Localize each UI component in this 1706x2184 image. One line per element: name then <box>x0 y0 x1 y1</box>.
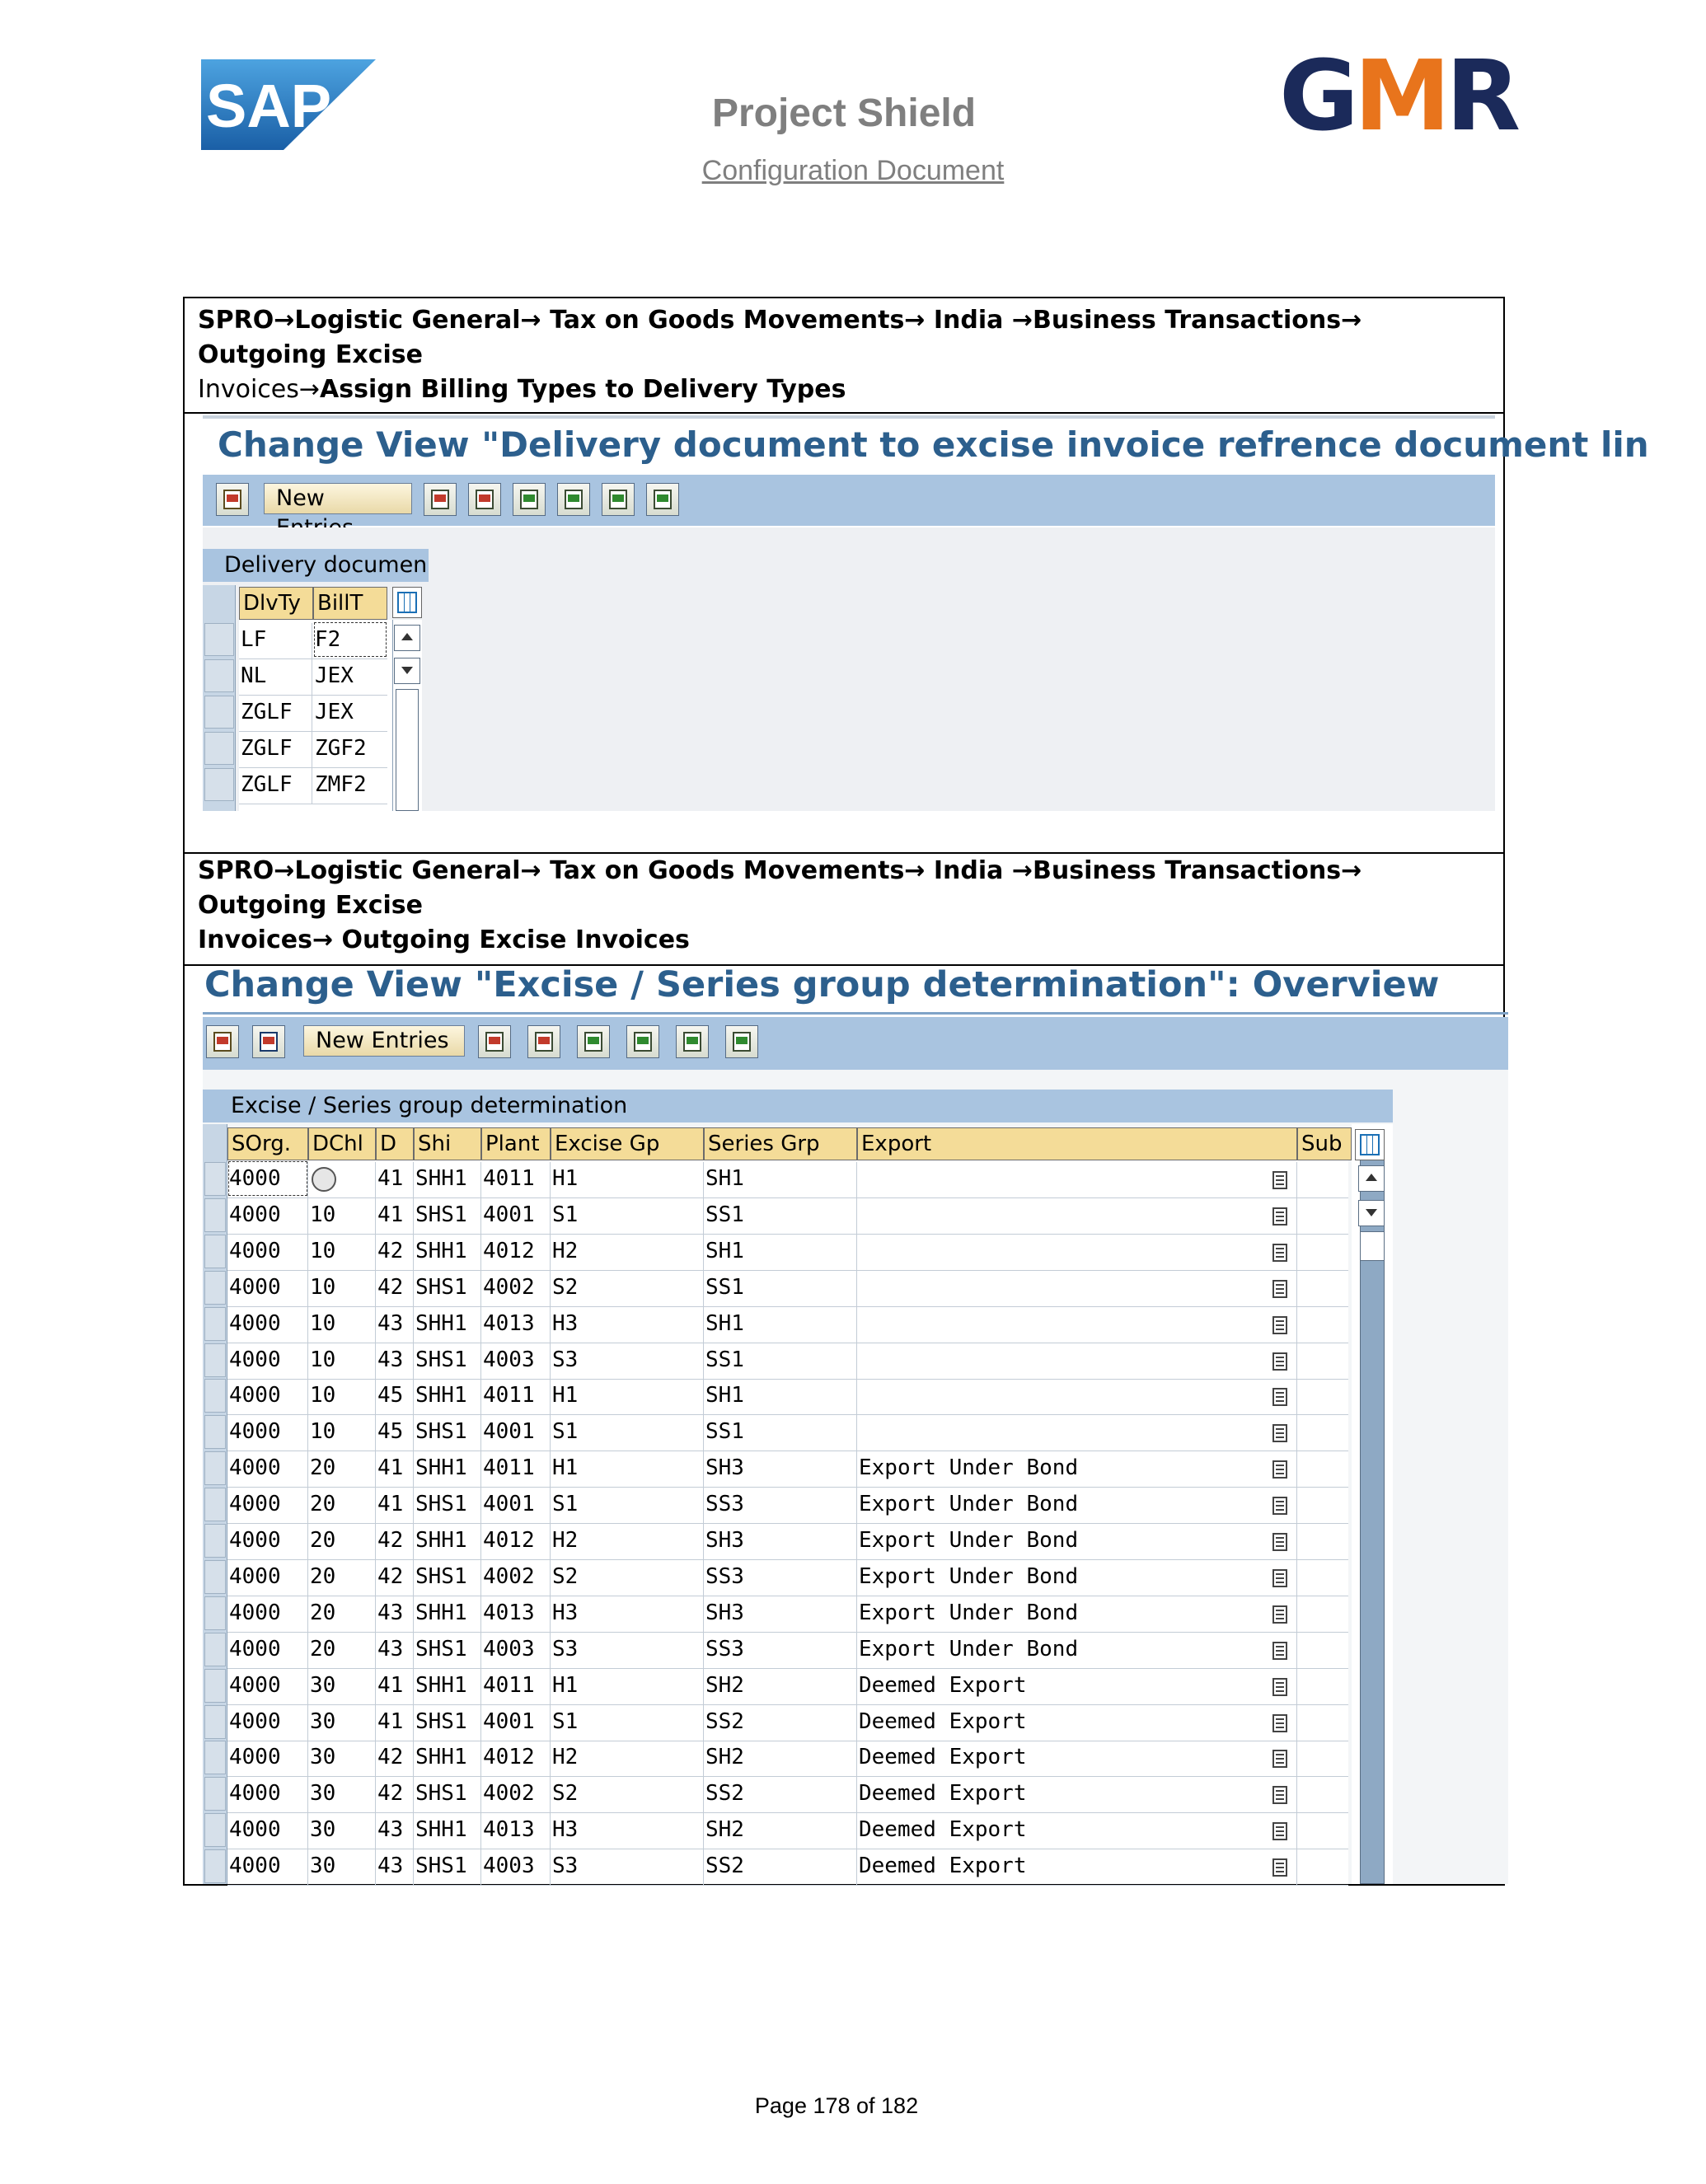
sales-org-cell[interactable]: 4000 <box>229 1275 281 1300</box>
distribution-channel-cell[interactable]: 30 <box>310 1854 336 1878</box>
excise-group-cell[interactable]: H3 <box>552 1311 579 1336</box>
export-dropdown-icon[interactable] <box>1272 1460 1287 1479</box>
delivery-type-cell[interactable]: ZGLF <box>241 700 293 724</box>
column-header-billt[interactable]: BillT <box>313 587 387 620</box>
export-dropdown-icon[interactable] <box>1272 1642 1287 1660</box>
division-cell[interactable]: 42 <box>377 1275 404 1300</box>
export-dropdown-icon[interactable] <box>1272 1678 1287 1696</box>
plant-cell[interactable]: 4013 <box>483 1817 535 1842</box>
delivery-type-cell[interactable]: ZGLF <box>241 736 293 761</box>
distribution-channel-cell[interactable]: 30 <box>310 1745 336 1769</box>
grid-title-2: Excise / Series group determination <box>203 1090 1393 1122</box>
sales-org-cell[interactable]: 4000 <box>229 1817 281 1842</box>
billing-type-cell[interactable]: F2 <box>315 623 386 656</box>
division-cell[interactable]: 42 <box>377 1239 404 1263</box>
sap-logo-text: SAP <box>206 72 332 140</box>
select-block-icon[interactable] <box>676 1025 709 1058</box>
distribution-channel-cell[interactable]: 10 <box>310 1419 336 1444</box>
sales-org-cell[interactable]: 4000 <box>229 1162 307 1195</box>
shipping-point-cell[interactable]: SHH1 <box>415 1166 467 1191</box>
export-dropdown-icon[interactable] <box>1272 1822 1287 1840</box>
document-subtitle: Configuration Document <box>701 155 1005 186</box>
grid-title-1: Delivery documen <box>203 549 429 582</box>
sales-org-cell[interactable]: 4000 <box>229 1492 281 1516</box>
row-selector[interactable] <box>204 1235 226 1268</box>
column-header-excise-group[interactable]: Excise Gp <box>551 1127 704 1160</box>
division-cell[interactable]: 42 <box>377 1745 404 1769</box>
column-header-plant[interactable]: Plant <box>481 1127 551 1160</box>
distribution-channel-cell[interactable]: 30 <box>310 1709 336 1734</box>
division-cell[interactable]: 45 <box>377 1419 404 1444</box>
row-selector[interactable] <box>204 1307 226 1341</box>
export-type-cell[interactable]: Export Under Bond <box>859 1637 1079 1661</box>
shipping-point-cell[interactable]: SHS1 <box>415 1202 467 1227</box>
sales-org-cell[interactable]: 4000 <box>229 1564 281 1589</box>
sales-org-cell[interactable]: 4000 <box>229 1202 281 1227</box>
row-selector[interactable] <box>204 1777 226 1811</box>
row-selector[interactable] <box>204 768 234 801</box>
row-selector[interactable] <box>204 1596 226 1630</box>
sales-org-cell[interactable]: 4000 <box>229 1854 281 1878</box>
menu-path-2 <box>198 854 1483 958</box>
plant-cell[interactable]: 4001 <box>483 1202 535 1227</box>
plant-cell[interactable]: 4002 <box>483 1781 535 1806</box>
shipping-point-cell[interactable]: SHS1 <box>415 1637 467 1661</box>
division-cell[interactable]: 43 <box>377 1347 404 1372</box>
series-group-cell[interactable]: SS3 <box>705 1564 744 1589</box>
distribution-channel-cell[interactable]: 20 <box>310 1637 336 1661</box>
row-selector[interactable] <box>204 696 234 729</box>
menu-path-1-line1: SPRO→Logistic General→ Tax on Goods Movements→ India →Business Transactions→ Outgoing Excise <box>198 306 1362 369</box>
export-type-cell[interactable]: Deemed Export <box>859 1854 1027 1878</box>
division-cell[interactable]: 41 <box>377 1492 404 1516</box>
column-header-series-group[interactable]: Series Grp <box>704 1127 857 1160</box>
menu-path-2-line2: Invoices→ Outgoing Excise Invoices <box>198 926 690 954</box>
scroll-down-icon[interactable] <box>1358 1200 1385 1226</box>
column-header-division[interactable]: D <box>376 1127 414 1160</box>
shipping-point-cell[interactable]: SHS1 <box>415 1419 467 1444</box>
delivery-type-cell[interactable]: NL <box>241 663 267 688</box>
row-selector[interactable] <box>204 1198 226 1232</box>
series-group-cell[interactable]: SH1 <box>705 1239 744 1263</box>
column-header-sales-org[interactable]: SOrg. <box>227 1127 308 1160</box>
distribution-channel-cell[interactable]: 10 <box>310 1347 336 1372</box>
export-dropdown-icon[interactable] <box>1272 1605 1287 1624</box>
menu-path-1 <box>198 303 1483 407</box>
plant-cell[interactable]: 4011 <box>483 1166 535 1191</box>
delete-icon[interactable] <box>527 1025 560 1058</box>
distribution-channel-cell[interactable]: 30 <box>310 1817 336 1842</box>
gmr-logo-text: GMR <box>1279 39 1516 152</box>
export-type-cell[interactable]: Deemed Export <box>859 1673 1027 1698</box>
export-dropdown-icon[interactable] <box>1272 1352 1287 1371</box>
value-help-icon[interactable] <box>312 1167 336 1192</box>
scroll-up-icon[interactable] <box>394 625 420 651</box>
billing-type-cell[interactable]: JEX <box>315 700 354 724</box>
shipping-point-cell[interactable]: SHH1 <box>415 1239 467 1263</box>
excise-group-cell[interactable]: S3 <box>552 1854 579 1878</box>
scroll-thumb[interactable] <box>396 689 419 811</box>
export-dropdown-icon[interactable] <box>1272 1207 1287 1226</box>
sales-org-cell[interactable]: 4000 <box>229 1673 281 1698</box>
division-cell[interactable]: 43 <box>377 1637 404 1661</box>
undo-change-icon[interactable] <box>513 483 546 516</box>
shipping-point-cell[interactable]: SHH1 <box>415 1383 467 1408</box>
row-selector[interactable] <box>204 1524 226 1558</box>
plant-cell[interactable]: 4001 <box>483 1419 535 1444</box>
row-selector[interactable] <box>204 1741 226 1774</box>
distribution-channel-cell[interactable]: 10 <box>310 1311 336 1336</box>
copy-as-icon[interactable] <box>478 1025 511 1058</box>
sales-org-cell[interactable]: 4000 <box>229 1528 281 1553</box>
row-selector[interactable] <box>204 659 234 692</box>
select-block-icon[interactable] <box>602 483 635 516</box>
table-settings-icon[interactable] <box>392 587 422 618</box>
series-group-cell[interactable]: SH1 <box>705 1311 744 1336</box>
export-dropdown-icon[interactable] <box>1272 1388 1287 1406</box>
shipping-point-cell[interactable]: SHH1 <box>415 1673 467 1698</box>
distribution-channel-cell[interactable]: 10 <box>310 1275 336 1300</box>
export-dropdown-icon[interactable] <box>1272 1424 1287 1442</box>
distribution-channel-cell[interactable]: 20 <box>310 1564 336 1589</box>
excise-group-cell[interactable]: S2 <box>552 1564 579 1589</box>
column-header-shipping-point[interactable]: Shi <box>414 1127 481 1160</box>
screen-title-2: Change View "Excise / Series group determination": Overview <box>204 964 1440 1005</box>
export-type-cell[interactable]: Deemed Export <box>859 1817 1027 1842</box>
select-all-icon[interactable] <box>626 1025 659 1058</box>
series-group-cell[interactable]: SS3 <box>705 1637 744 1661</box>
row-selector[interactable] <box>204 1560 226 1594</box>
plant-cell[interactable]: 4013 <box>483 1601 535 1625</box>
series-group-cell[interactable]: SS2 <box>705 1854 744 1878</box>
distribution-channel-cell[interactable]: 10 <box>310 1239 336 1263</box>
excise-group-cell[interactable]: S3 <box>552 1637 579 1661</box>
division-cell[interactable]: 42 <box>377 1564 404 1589</box>
export-type-cell[interactable]: Deemed Export <box>859 1781 1027 1806</box>
sales-org-cell[interactable]: 4000 <box>229 1419 281 1444</box>
delivery-type-cell[interactable]: ZGLF <box>241 772 293 797</box>
export-dropdown-icon[interactable] <box>1272 1533 1287 1551</box>
shipping-point-cell[interactable]: SHH1 <box>415 1817 467 1842</box>
column-header-dlvty[interactable]: DlvTy <box>239 587 313 620</box>
excise-group-cell[interactable]: S1 <box>552 1202 579 1227</box>
page-number: Page 178 of 182 <box>754 2093 919 2118</box>
distribution-channel-cell[interactable]: 20 <box>310 1492 336 1516</box>
excise-group-cell[interactable]: H3 <box>552 1817 579 1842</box>
division-cell[interactable]: 43 <box>377 1311 404 1336</box>
plant-cell[interactable]: 4012 <box>483 1239 535 1263</box>
row-selector[interactable] <box>204 1633 226 1666</box>
row-selector[interactable] <box>204 1451 226 1485</box>
row-selector[interactable] <box>204 1813 226 1847</box>
series-group-cell[interactable]: SH2 <box>705 1817 744 1842</box>
excise-group-cell[interactable]: H1 <box>552 1673 579 1698</box>
export-dropdown-icon[interactable] <box>1272 1497 1287 1515</box>
division-cell[interactable]: 41 <box>377 1709 404 1734</box>
table-settings-icon[interactable] <box>1355 1129 1385 1160</box>
export-dropdown-icon[interactable] <box>1272 1714 1287 1732</box>
details-icon[interactable] <box>252 1025 285 1058</box>
sales-org-cell[interactable]: 4000 <box>229 1383 281 1408</box>
screen-title-rule <box>203 1012 1508 1015</box>
row-selector[interactable] <box>204 1343 226 1377</box>
series-group-cell[interactable]: SS1 <box>705 1275 744 1300</box>
plant-cell[interactable]: 4003 <box>483 1347 535 1372</box>
export-dropdown-icon[interactable] <box>1272 1280 1287 1298</box>
excise-group-cell[interactable]: S1 <box>552 1419 579 1444</box>
shipping-point-cell[interactable]: SHH1 <box>415 1601 467 1625</box>
plant-cell[interactable]: 4002 <box>483 1275 535 1300</box>
series-group-cell[interactable]: SS3 <box>705 1492 744 1516</box>
sales-org-cell[interactable]: 4000 <box>229 1311 281 1336</box>
row-selector[interactable] <box>204 1271 226 1305</box>
export-type-cell[interactable]: Export Under Bond <box>859 1601 1079 1625</box>
excise-group-cell[interactable]: H1 <box>552 1166 579 1191</box>
series-group-cell[interactable]: SH3 <box>705 1455 744 1480</box>
export-dropdown-icon[interactable] <box>1272 1786 1287 1804</box>
row-selector[interactable] <box>204 1669 226 1703</box>
sales-org-cell[interactable]: 4000 <box>229 1347 281 1372</box>
plant-cell[interactable]: 4003 <box>483 1637 535 1661</box>
copy-as-icon[interactable] <box>424 483 457 516</box>
shipping-point-cell[interactable]: SHS1 <box>415 1564 467 1589</box>
deselect-all-icon[interactable] <box>646 483 679 516</box>
export-dropdown-icon[interactable] <box>1272 1750 1287 1768</box>
series-group-cell[interactable]: SH2 <box>705 1745 744 1769</box>
excise-group-cell[interactable]: S2 <box>552 1275 579 1300</box>
plant-cell[interactable]: 4011 <box>483 1455 535 1480</box>
export-type-cell[interactable]: Deemed Export <box>859 1709 1027 1734</box>
excise-group-cell[interactable]: H2 <box>552 1745 579 1769</box>
excise-group-cell[interactable]: S3 <box>552 1347 579 1372</box>
shipping-point-cell[interactable]: SHS1 <box>415 1492 467 1516</box>
screen-title-1: Change View "Delivery document to excise invoice refrence document lin <box>218 424 1649 465</box>
sales-org-cell[interactable]: 4000 <box>229 1709 281 1734</box>
distribution-channel-cell[interactable]: 20 <box>310 1601 336 1625</box>
export-dropdown-icon[interactable] <box>1272 1171 1287 1189</box>
plant-cell[interactable]: 4001 <box>483 1492 535 1516</box>
divider <box>183 412 1505 414</box>
division-cell[interactable]: 42 <box>377 1781 404 1806</box>
plant-cell[interactable]: 4011 <box>483 1673 535 1698</box>
row-selector[interactable] <box>204 623 234 656</box>
shipping-point-cell[interactable]: SHS1 <box>415 1854 467 1878</box>
column-header-sub[interactable]: Sub <box>1297 1127 1352 1160</box>
shipping-point-cell[interactable]: SHH1 <box>415 1528 467 1553</box>
export-dropdown-icon[interactable] <box>1272 1316 1287 1334</box>
plant-cell[interactable]: 4002 <box>483 1564 535 1589</box>
series-group-cell[interactable]: SS2 <box>705 1781 744 1806</box>
row-selector[interactable] <box>204 1162 226 1196</box>
row-selector[interactable] <box>204 1415 226 1449</box>
distribution-channel-cell[interactable]: 10 <box>310 1202 336 1227</box>
plant-cell[interactable]: 4011 <box>483 1383 535 1408</box>
sales-org-cell[interactable]: 4000 <box>229 1601 281 1625</box>
series-group-cell[interactable]: SH3 <box>705 1601 744 1625</box>
division-cell[interactable]: 41 <box>377 1673 404 1698</box>
division-cell[interactable]: 43 <box>377 1601 404 1625</box>
plant-cell[interactable]: 4013 <box>483 1311 535 1336</box>
select-all-icon[interactable] <box>557 483 590 516</box>
excise-group-cell[interactable]: H2 <box>552 1239 579 1263</box>
shipping-point-cell[interactable]: SHS1 <box>415 1347 467 1372</box>
series-group-cell[interactable]: SS1 <box>705 1202 744 1227</box>
distribution-channel-cell[interactable]: 20 <box>310 1455 336 1480</box>
series-group-cell[interactable]: SH3 <box>705 1528 744 1553</box>
series-group-cell[interactable]: SH1 <box>705 1166 744 1191</box>
plant-cell[interactable]: 4012 <box>483 1745 535 1769</box>
application-toolbar-2 <box>203 1017 1508 1070</box>
export-type-cell[interactable]: Export Under Bond <box>859 1528 1079 1553</box>
excise-group-cell[interactable]: S1 <box>552 1709 579 1734</box>
row-selector[interactable] <box>204 1488 226 1521</box>
plant-cell[interactable]: 4001 <box>483 1709 535 1734</box>
division-cell[interactable]: 41 <box>377 1202 404 1227</box>
distribution-channel-cell[interactable]: 20 <box>310 1528 336 1553</box>
export-type-cell[interactable]: Export Under Bond <box>859 1564 1079 1589</box>
excise-group-cell[interactable]: H2 <box>552 1528 579 1553</box>
display-change-icon[interactable] <box>206 1025 239 1058</box>
division-cell[interactable]: 43 <box>377 1854 404 1878</box>
menu-path-2-line1: SPRO→Logistic General→ Tax on Goods Movements→ India →Business Transactions→ Outgoing Excise <box>198 856 1362 920</box>
screen-top-rule <box>203 415 1495 419</box>
menu-path-1-target: Assign Billing Types to Delivery Types <box>320 375 846 404</box>
shipping-point-cell[interactable]: SHH1 <box>415 1745 467 1769</box>
menu-path-1-prefix: Invoices→ <box>198 375 321 404</box>
division-cell[interactable]: 41 <box>377 1166 404 1191</box>
export-type-cell[interactable]: Export Under Bond <box>859 1492 1079 1516</box>
document-title: Project Shield <box>711 91 977 135</box>
excise-group-cell[interactable]: H1 <box>552 1383 579 1408</box>
series-group-cell[interactable]: SH2 <box>705 1673 744 1698</box>
column-header-distribution-channel[interactable]: DChl <box>308 1127 376 1160</box>
billing-type-cell[interactable]: ZGF2 <box>315 736 367 761</box>
division-cell[interactable]: 43 <box>377 1817 404 1842</box>
series-group-cell[interactable]: SS1 <box>705 1419 744 1444</box>
series-group-cell[interactable]: SS1 <box>705 1347 744 1372</box>
scroll-thumb[interactable] <box>1360 1231 1385 1261</box>
sales-org-cell[interactable]: 4000 <box>229 1745 281 1769</box>
distribution-channel-cell[interactable]: 30 <box>310 1673 336 1698</box>
series-group-cell[interactable]: SS2 <box>705 1709 744 1734</box>
excise-group-cell[interactable]: S1 <box>552 1492 579 1516</box>
export-type-cell[interactable]: Export Under Bond <box>859 1455 1079 1480</box>
row-selector[interactable] <box>204 1705 226 1739</box>
division-cell[interactable]: 42 <box>377 1528 404 1553</box>
excise-group-cell[interactable]: H1 <box>552 1455 579 1480</box>
export-dropdown-icon[interactable] <box>1272 1244 1287 1262</box>
export-dropdown-icon[interactable] <box>1272 1858 1287 1877</box>
row-selector[interactable] <box>204 1849 226 1883</box>
row-selector[interactable] <box>204 1379 226 1413</box>
row-selector[interactable] <box>204 732 234 765</box>
scroll-up-icon[interactable] <box>1358 1165 1385 1192</box>
new-entries-button[interactable]: New Entries <box>303 1025 465 1057</box>
application-toolbar-1 <box>203 475 1495 526</box>
series-group-cell[interactable]: SH1 <box>705 1383 744 1408</box>
division-cell[interactable]: 41 <box>377 1455 404 1480</box>
shipping-point-cell[interactable]: SHS1 <box>415 1275 467 1300</box>
sales-org-cell[interactable]: 4000 <box>229 1239 281 1263</box>
billing-type-cell[interactable]: JEX <box>315 663 354 688</box>
display-change-icon[interactable] <box>216 483 249 516</box>
export-dropdown-icon[interactable] <box>1272 1569 1287 1587</box>
sales-org-cell[interactable]: 4000 <box>229 1637 281 1661</box>
undo-change-icon[interactable] <box>577 1025 610 1058</box>
sales-org-cell[interactable]: 4000 <box>229 1781 281 1806</box>
new-entries-button[interactable]: New <box>264 483 412 514</box>
distribution-channel-cell[interactable]: 30 <box>310 1781 336 1806</box>
plant-cell[interactable]: 4012 <box>483 1528 535 1553</box>
deselect-all-icon[interactable] <box>725 1025 758 1058</box>
column-header-export-type[interactable]: Export <box>857 1127 1297 1160</box>
plant-cell[interactable]: 4003 <box>483 1854 535 1878</box>
shipping-point-cell[interactable]: SHH1 <box>415 1455 467 1480</box>
shipping-point-cell[interactable]: SHS1 <box>415 1781 467 1806</box>
shipping-point-cell[interactable]: SHH1 <box>415 1311 467 1336</box>
delivery-type-cell[interactable]: LF <box>241 627 267 652</box>
division-cell[interactable]: 45 <box>377 1383 404 1408</box>
billing-type-cell[interactable]: ZMF2 <box>315 772 367 797</box>
excise-group-cell[interactable]: S2 <box>552 1781 579 1806</box>
delete-icon[interactable] <box>468 483 501 516</box>
shipping-point-cell[interactable]: SHS1 <box>415 1709 467 1734</box>
excise-group-cell[interactable]: H3 <box>552 1601 579 1625</box>
export-type-cell[interactable]: Deemed Export <box>859 1745 1027 1769</box>
sales-org-cell[interactable]: 4000 <box>229 1455 281 1480</box>
distribution-channel-cell[interactable]: 10 <box>310 1383 336 1408</box>
scroll-down-icon[interactable] <box>394 658 420 684</box>
